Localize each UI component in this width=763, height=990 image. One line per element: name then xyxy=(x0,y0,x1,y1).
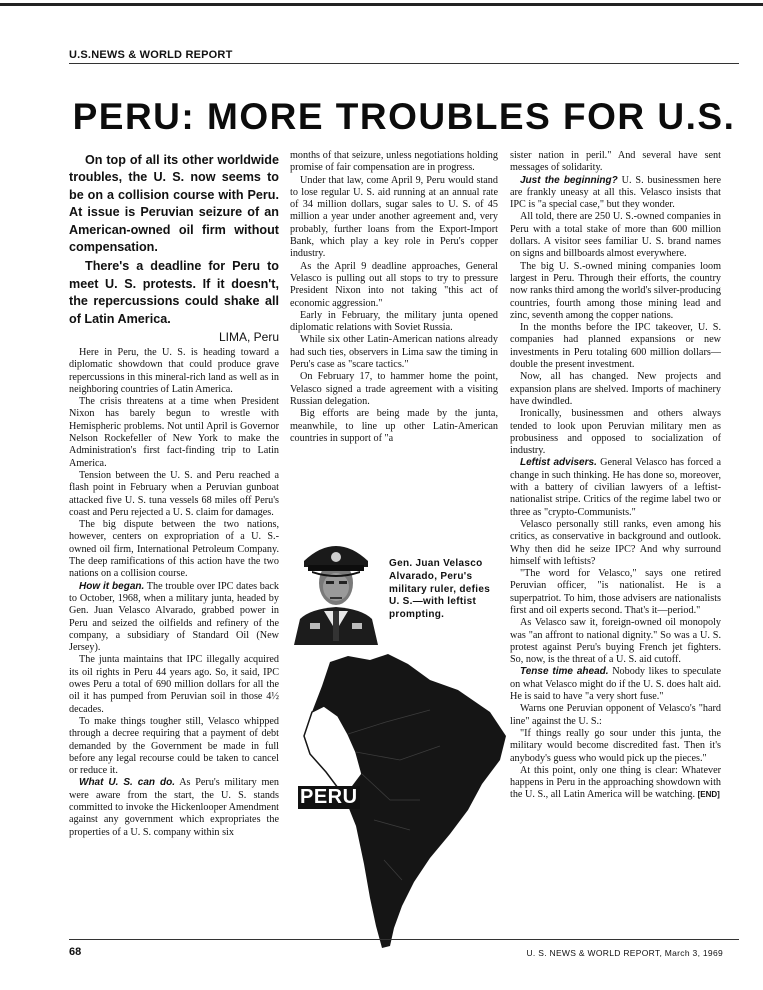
body-paragraph: As Velasco saw it, foreign-owned oil monopoly was "an affront to national dignity." So was a U. S. protest against Peru's buying French jet fighters. So, now, is the threat of a U. S. aid cutoff. xyxy=(510,617,721,666)
body-paragraph: months of that seizure, unless negotiations holding promise of fair compensation are in progress. xyxy=(290,150,498,174)
end-mark: [END] xyxy=(697,790,720,800)
column-2 xyxy=(290,150,498,445)
body-paragraph: All told, there are 250 U. S.-owned companies in Peru with a total stake of more than 600 million dollars. A visitor sees familiar U. S. brand names on signs and billboards almost everywhere. xyxy=(510,211,721,260)
header-rule xyxy=(69,63,739,64)
photo-caption: Gen. Juan Velasco Alvarado, Peru's military ruler, defies U. S.—with leftist prompting. xyxy=(389,558,491,621)
body-paragraph: While six other Latin-American nations already had such ties, observers in Lima saw the timing in Peru's case as "scare tactics." xyxy=(290,334,498,371)
body-paragraph: Tension between the U. S. and Peru reached a flash point in February when a Peruvian gunboat attacked five U. S. tuna vessels 68 miles off Peru's coast and Peru rejected a U. S. claim for damages. xyxy=(69,469,279,518)
body-paragraph: "The word for Velasco," says one retired Peruvian officer, "is nationalist. He is a superpatriot. To him, those advisers are nationalists first and oil experts second. That's it—period." xyxy=(510,568,721,616)
body-paragraph: Under that law, come April 9, Peru would stand to lose regular U. S. aid running at an annual rate of 34 million dollars, sugar sales to U. S. of 45 million a year under another agreement and, very probably, further loans from the Export-Import Bank, which play a key role in Peru's copper industry. xyxy=(290,174,498,260)
subhead-just-the-beginning: Just the beginning? xyxy=(520,174,618,186)
body-paragraph: "If things really go sour under this junta, the military would become discredited fast. Then it's anybody's guess who would pick up the pieces." xyxy=(510,727,721,764)
article-headline: PERU: MORE TROUBLES FOR U.S. xyxy=(72,96,736,137)
body-paragraph: At this point, only one thing is clear: Whatever happens in Peru in the approaching showdown with the U. S., all Latin America will be watching. [END] xyxy=(510,764,721,801)
body-paragraph: In the months before the IPC takeover, U. S. companies had planned expansions or new investments in Peru totaling 600 million dollars—double the present investment. xyxy=(510,322,721,371)
body-paragraph: What U. S. can do. As Peru's military men were aware from the start, the U. S. stands committed to invoke the Hickenlooper Amendment against any government which expropriates the properties of a U. S. company within six xyxy=(69,777,279,838)
body-paragraph: As the April 9 deadline approaches, General Velasco is pulling out all stops to try to pressure President Nixon into not taking "this act of economic aggression." xyxy=(290,260,498,309)
publication-label: U.S.NEWS & WORLD REPORT xyxy=(69,49,233,61)
body-paragraph: The big U. S.-owned mining companies loom largest in Peru. Through their efforts, the country now ranks third among the world's silver-producing countries, fourth among those mining lead and zinc, seventh among the copper nations. xyxy=(510,260,722,321)
body-paragraph: The big dispute between the two nations, however, centers on expropriation of a U. S.-owned oil firm, International Petroleum Company. The deep ramifications of this action have the two nations on a collision course. xyxy=(69,519,279,580)
footer-issue: U. S. NEWS & WORLD REPORT, March 3, 1969 xyxy=(526,948,723,958)
body-paragraph: Big efforts are being made by the junta, meanwhile, to line up other Latin-American countries in support of "a xyxy=(290,408,498,444)
subhead-tense-time-ahead: Tense time ahead. xyxy=(520,666,609,678)
body-paragraph: Early in February, the military junta opened diplomatic relations with Soviet Russia. xyxy=(290,309,498,334)
deck-paragraph-1: On top of all its other worldwide troubles, the U. S. now seems to be on a collision course with Peru. At issue is Peruvian seizure of an American-owned oil firm without compensation. xyxy=(69,153,279,255)
general-portrait-photo xyxy=(290,531,382,645)
body-paragraph: Now, all has changed. New projects and expansion plans are shelved. Imports of machinery have dwindled. xyxy=(510,371,721,407)
article-deck xyxy=(69,152,279,330)
column-3 xyxy=(510,150,721,802)
body-paragraph: Just the beginning? U. S. businessmen here are frankly uneasy at all this. Velasco insists that IPC is "a special case," but they wonder. xyxy=(510,174,722,211)
top-border-rule xyxy=(0,3,763,6)
footer-rule xyxy=(69,939,739,940)
body-paragraph: Leftist advisers. General Velasco has forced a change in such thinking. He has done so, moreover, with a battery of civilian lawyers of a leftist-nationalist stripe. Critics of the regime label two or three as "crypto-Communists." xyxy=(510,457,721,518)
subhead-what-us-can-do: What U. S. can do. xyxy=(79,777,175,789)
body-paragraph: Here in Peru, the U. S. is heading toward a diplomatic showdown that could produce grave repercussions in this mineral-rich land as well as in neighboring countries of Latin America. xyxy=(69,347,279,395)
body-paragraph: To make things tougher still, Velasco whipped through a decree requiring that a payment of debt demanded by the Government be made in full before any legal recourse could be taken to cancel or reduce it. xyxy=(69,715,279,777)
body-paragraph: Tense time ahead. Nobody likes to speculate on what Velasco might do if the U. S. does halt aid. He is said to have "a very short fuse." xyxy=(510,666,722,703)
column-1 xyxy=(69,347,279,839)
body-paragraph: Warns one Peruvian opponent of Velasco's "hard line" against the U. S.: xyxy=(510,703,721,727)
body-paragraph: How it began. The trouble over IPC dates back to October, 1968, when a military junta, headed by Gen. Juan Velasco Alvarado, grabbed power in Peru and seized the oilfields and refinery of the company, a subsidiary of Standard Oil (New Jersey). xyxy=(69,580,279,654)
subhead-leftist-advisers: Leftist advisers. xyxy=(520,457,597,469)
body-paragraph: Velasco personally still ranks, even among his critics, as conservative in background and outlook. Why then did he seize IPC? And why surround himself with leftists? xyxy=(510,518,721,567)
page-number: 68 xyxy=(69,946,82,958)
subhead-how-it-began: How it began. xyxy=(79,580,145,592)
body-paragraph: Ironically, businessmen and others always tended to look upon Peruvian military men as probusiness and opposed to socialization of industry. xyxy=(510,408,721,457)
body-paragraph: On February 17, to hammer home the point, Velasco signed a trade agreement with a visiting Russian delegation. xyxy=(290,371,498,407)
deck-paragraph-2: There's a deadline for Peru to meet U. S. protests. If it doesn't, the repercussions could shake all of Latin America. xyxy=(69,259,279,326)
map-label-peru: PERU xyxy=(300,786,358,808)
body-paragraph: The junta maintains that IPC illegally acquired its oil rights in Peru 44 years ago. So, it said, IPC owes Peru a total of 690 million dollars for all the oil it has pumped from Peruvian soil in those 4½ decades. xyxy=(69,654,279,715)
dateline: LIMA, Peru xyxy=(218,330,279,344)
body-paragraph: sister nation in peril." And several have sent messages of solidarity. xyxy=(510,150,721,174)
body-paragraph: The crisis threatens at a time when President Nixon has barely begun to wrestle with Hemispheric problems. Not until April is Governor Nelson Rockefeller of New York to make the Administration's first fact-finding trip to Latin America. xyxy=(69,396,279,469)
